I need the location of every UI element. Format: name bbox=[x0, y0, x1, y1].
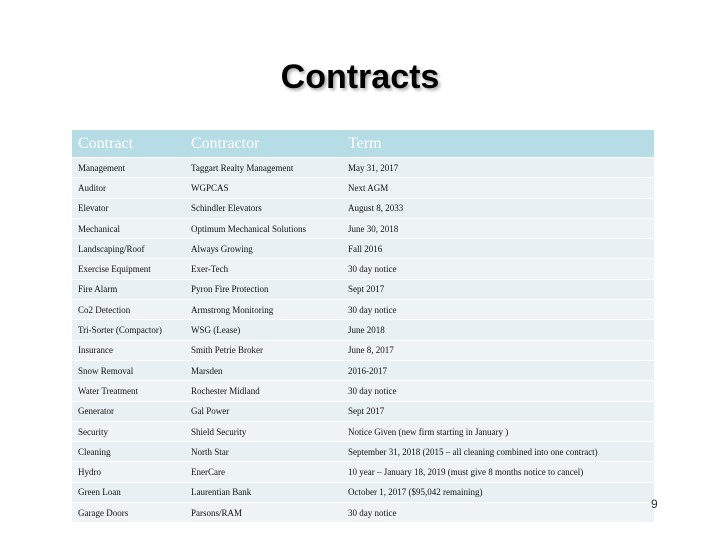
term-cell: 30 day notice bbox=[348, 385, 397, 396]
contract-cell: Garage Doors bbox=[78, 507, 129, 518]
table-row bbox=[72, 280, 654, 300]
table-row bbox=[72, 320, 654, 340]
contract-cell: Exercise Equipment bbox=[78, 264, 151, 275]
table-row bbox=[72, 422, 654, 442]
contract-cell: Fire Alarm bbox=[78, 284, 118, 295]
term-cell: May 31, 2017 bbox=[348, 162, 399, 173]
table-row bbox=[72, 178, 654, 198]
contractor-cell: Pyron Fire Protection bbox=[191, 284, 269, 295]
table-row bbox=[72, 300, 654, 320]
contract-cell: Co2 Detection bbox=[78, 304, 131, 315]
term-cell: June 2018 bbox=[348, 325, 385, 336]
term-cell: 30 day notice bbox=[348, 264, 397, 275]
contract-cell: Green Loan bbox=[78, 487, 121, 498]
contractor-cell: Rochester Midland bbox=[191, 385, 260, 396]
term-cell: October 1, 2017 ($95,042 remaining) bbox=[348, 487, 483, 498]
term-cell: Fall 2016 bbox=[348, 243, 383, 254]
table-row bbox=[72, 462, 654, 482]
term-cell: 30 day notice bbox=[348, 304, 397, 315]
table-row bbox=[72, 361, 654, 381]
contract-cell: Insurance bbox=[78, 345, 113, 356]
contractor-cell: Optimum Mechanical Solutions bbox=[191, 223, 306, 234]
term-cell: 10 year – January 18, 2019 (must give 8 months notice to cancel) bbox=[348, 467, 584, 478]
contract-cell: Tri-Sorter (Compactor) bbox=[78, 325, 162, 336]
term-cell: June 30, 2018 bbox=[348, 223, 399, 234]
table-row bbox=[72, 219, 654, 239]
contract-cell: Generator bbox=[78, 406, 114, 417]
contractor-cell: Smith Petrie Broker bbox=[191, 345, 263, 356]
contract-cell: Hydro bbox=[78, 467, 101, 478]
contract-cell: Security bbox=[78, 426, 108, 437]
contractor-cell: Marsden bbox=[191, 365, 223, 376]
table-row bbox=[72, 239, 654, 259]
term-cell: 2016-2017 bbox=[348, 365, 387, 376]
table-header-row bbox=[72, 130, 654, 158]
header-contract: Contract bbox=[78, 134, 134, 152]
contractor-cell: Shield Security bbox=[191, 426, 247, 437]
contract-cell: Landscaping/Roof bbox=[78, 243, 145, 254]
term-cell: 30 day notice bbox=[348, 507, 397, 518]
contractor-cell: Laurentian Bank bbox=[191, 487, 252, 498]
contractor-cell: Schindler Elevators bbox=[191, 203, 262, 214]
contract-cell: Snow Removal bbox=[78, 365, 134, 376]
contract-cell: Cleaning bbox=[78, 446, 111, 457]
table-row bbox=[72, 199, 654, 219]
header-term: Term bbox=[348, 134, 382, 152]
contractor-cell: WSG (Lease) bbox=[191, 325, 241, 336]
contractor-cell: Always Growing bbox=[191, 243, 253, 254]
header-contractor: Contractor bbox=[191, 134, 260, 152]
contract-cell: Auditor bbox=[78, 182, 106, 193]
contractor-cell: EnerCare bbox=[191, 467, 225, 478]
table-row bbox=[72, 381, 654, 401]
contractor-cell: Gal Power bbox=[191, 406, 230, 417]
contractor-cell: Exer-Tech bbox=[191, 264, 229, 275]
contractor-cell: Taggart Realty Management bbox=[191, 162, 294, 173]
term-cell: Sept 2017 bbox=[348, 406, 385, 417]
contractor-cell: Parsons/RAM bbox=[191, 507, 243, 518]
term-cell: August 8, 2033 bbox=[348, 203, 404, 214]
table-row bbox=[72, 503, 654, 523]
contract-cell: Management bbox=[78, 162, 125, 173]
term-cell: Next AGM bbox=[348, 182, 389, 193]
term-cell: June 8, 2017 bbox=[348, 345, 394, 356]
term-cell: Notice Given (new firm starting in January ) bbox=[348, 426, 509, 437]
term-cell: Sept 2017 bbox=[348, 284, 385, 295]
contractor-cell: WGPCAS bbox=[191, 182, 229, 193]
contracts-table bbox=[72, 130, 654, 523]
contract-cell: Water Treatment bbox=[78, 385, 139, 396]
table-row bbox=[72, 442, 654, 462]
table-row bbox=[72, 341, 654, 361]
table-row bbox=[72, 158, 654, 178]
term-cell: September 31, 2018 (2015 – all cleaning combined into one contract) bbox=[348, 446, 598, 457]
table-row bbox=[72, 259, 654, 279]
table-row bbox=[72, 402, 654, 422]
contractor-cell: Armstrong Monitoring bbox=[191, 304, 274, 315]
contract-cell: Mechanical bbox=[78, 223, 120, 234]
page-number: 9 bbox=[651, 497, 658, 511]
contractor-cell: North Star bbox=[191, 446, 229, 457]
page-title: Contracts bbox=[280, 58, 440, 96]
contract-cell: Elevator bbox=[78, 203, 109, 214]
table-row bbox=[72, 483, 654, 503]
